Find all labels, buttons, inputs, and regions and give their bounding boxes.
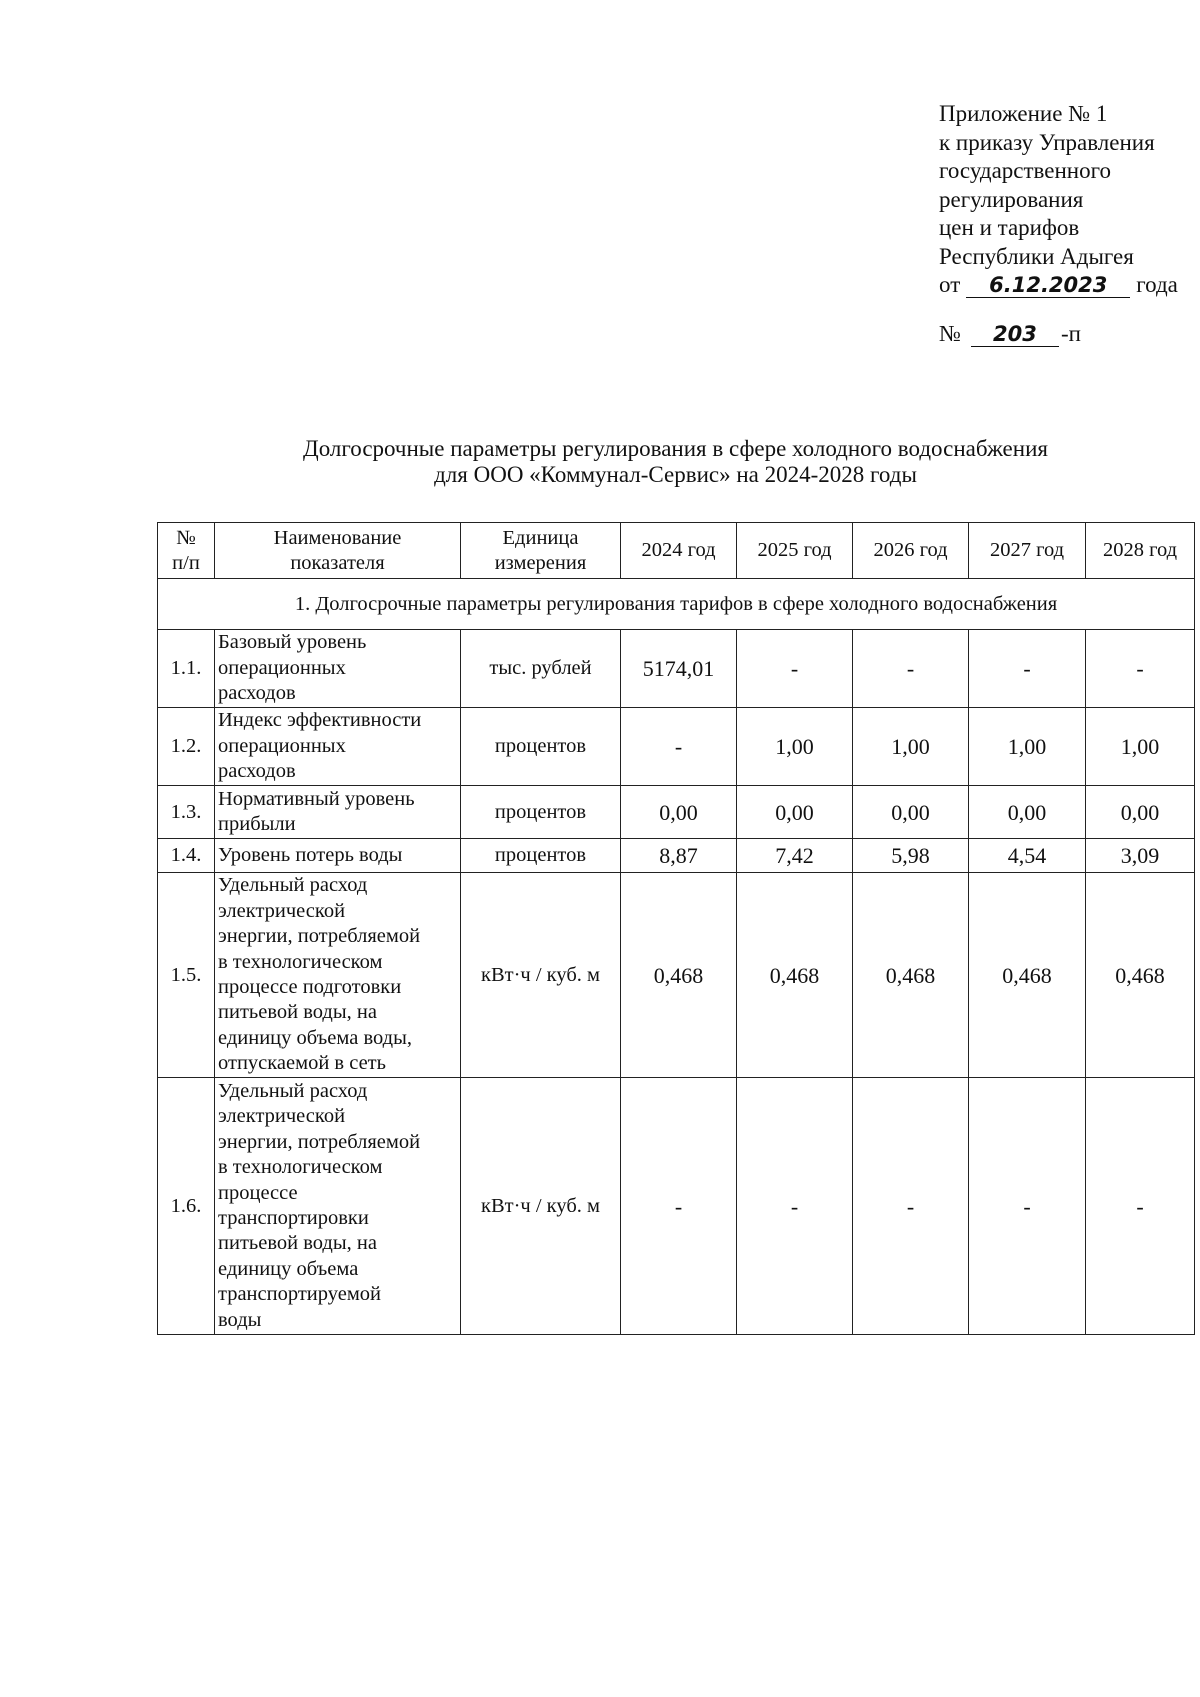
number-suffix: -п [1060, 320, 1081, 346]
row-number: 1.6. [158, 1078, 215, 1335]
value-cell: 0,00 [853, 786, 969, 839]
header-no: № п/п [158, 523, 215, 579]
annex-line: государственного [939, 158, 1111, 183]
value-cell: 0,468 [737, 873, 853, 1078]
header-year: 2025 год [737, 523, 853, 579]
value-cell: 4,54 [969, 839, 1086, 873]
handwritten-number: 203 [971, 322, 1059, 347]
value-cell: 0,468 [969, 873, 1086, 1078]
annex-line: регулирования [939, 186, 1084, 212]
handwritten-date: 6.12.2023 [966, 273, 1130, 298]
value-cell: 0,00 [737, 786, 853, 839]
value-cell: - [1086, 1078, 1195, 1335]
date-suffix: года [1136, 272, 1178, 297]
row-unit: процентов [461, 708, 621, 786]
value-cell: 0,00 [969, 786, 1086, 839]
header-row [158, 523, 1195, 579]
section-title: 1. Долгосрочные параметры регулирования тарифов в сфере холодного водоснабжения [158, 579, 1195, 630]
value-cell: 3,09 [1086, 839, 1195, 873]
row-name: Удельный расход электрической энергии, потребляемой в технологическом процессе подготовки питьевой воды, на единицу объема воды, отпускаемой в сеть [215, 873, 461, 1078]
value-cell: 1,00 [969, 708, 1086, 786]
row-number: 1.1. [158, 630, 215, 708]
value-cell: - [969, 1078, 1086, 1335]
table-row [158, 630, 1195, 708]
value-cell: - [1086, 630, 1195, 708]
number-prefix: № [939, 320, 961, 346]
value-cell: 0,468 [1086, 873, 1195, 1078]
row-unit: кВт·ч / куб. м [461, 1078, 621, 1335]
annex-line: Республики Адыгея [939, 243, 1134, 269]
row-unit: процентов [461, 839, 621, 873]
annex-date-line [939, 271, 1178, 300]
row-number: 1.5. [158, 873, 215, 1078]
table-row [158, 708, 1195, 786]
header-unit: Единица измерения [461, 523, 621, 579]
value-cell: 1,00 [737, 708, 853, 786]
table-row [158, 786, 1195, 839]
annex-line: к приказу Управления [939, 129, 1155, 155]
row-number: 1.4. [158, 839, 215, 873]
row-number: 1.3. [158, 786, 215, 839]
table-row [158, 1078, 1195, 1335]
value-cell: 0,468 [853, 873, 969, 1078]
value-cell: - [853, 1078, 969, 1335]
header-name: Наименование показателя [215, 523, 461, 579]
row-number: 1.2. [158, 708, 215, 786]
value-cell: 0,468 [621, 873, 737, 1078]
row-name: Индекс эффективности операционных расходов [215, 708, 461, 786]
date-prefix: от [939, 272, 961, 297]
row-unit: процентов [461, 786, 621, 839]
annex-number-line [939, 320, 1178, 349]
header-year: 2027 год [969, 523, 1086, 579]
header-year: 2028 год [1086, 523, 1195, 579]
annex-line: Приложение № 1 [939, 101, 1108, 126]
annex-block [939, 100, 1178, 348]
table-row [158, 873, 1195, 1078]
title-line-2: для ООО «Коммунал-Сервис» на 2024-2028 годы [434, 462, 917, 487]
value-cell: - [737, 1078, 853, 1335]
annex-line: цен и тарифов [939, 215, 1080, 240]
value-cell: 0,00 [1086, 786, 1195, 839]
value-cell: - [621, 708, 737, 786]
value-cell: - [737, 630, 853, 708]
parameters-table [157, 522, 1195, 1335]
row-unit: кВт·ч / куб. м [461, 873, 621, 1078]
table-row [158, 839, 1195, 873]
row-name: Базовый уровень операционных расходов [215, 630, 461, 708]
value-cell: 7,42 [737, 839, 853, 873]
value-cell: 5174,01 [621, 630, 737, 708]
title-line-1: Долгосрочные параметры регулирования в сфере холодного водоснабжения [303, 436, 1048, 461]
row-name: Уровень потерь воды [215, 839, 461, 873]
value-cell: - [853, 630, 969, 708]
value-cell: - [621, 1078, 737, 1335]
value-cell: 8,87 [621, 839, 737, 873]
row-name: Удельный расход электрической энергии, потребляемой в технологическом процессе транспортировки питьевой воды, на единицу объема транспортируемой воды [215, 1078, 461, 1335]
header-year: 2026 год [853, 523, 969, 579]
document-title [157, 436, 1194, 488]
value-cell: 0,00 [621, 786, 737, 839]
value-cell: 1,00 [1086, 708, 1195, 786]
section-row [158, 579, 1195, 630]
value-cell: 5,98 [853, 839, 969, 873]
header-year: 2024 год [621, 523, 737, 579]
row-name: Нормативный уровень прибыли [215, 786, 461, 839]
value-cell: 1,00 [853, 708, 969, 786]
value-cell: - [969, 630, 1086, 708]
row-unit: тыс. рублей [461, 630, 621, 708]
